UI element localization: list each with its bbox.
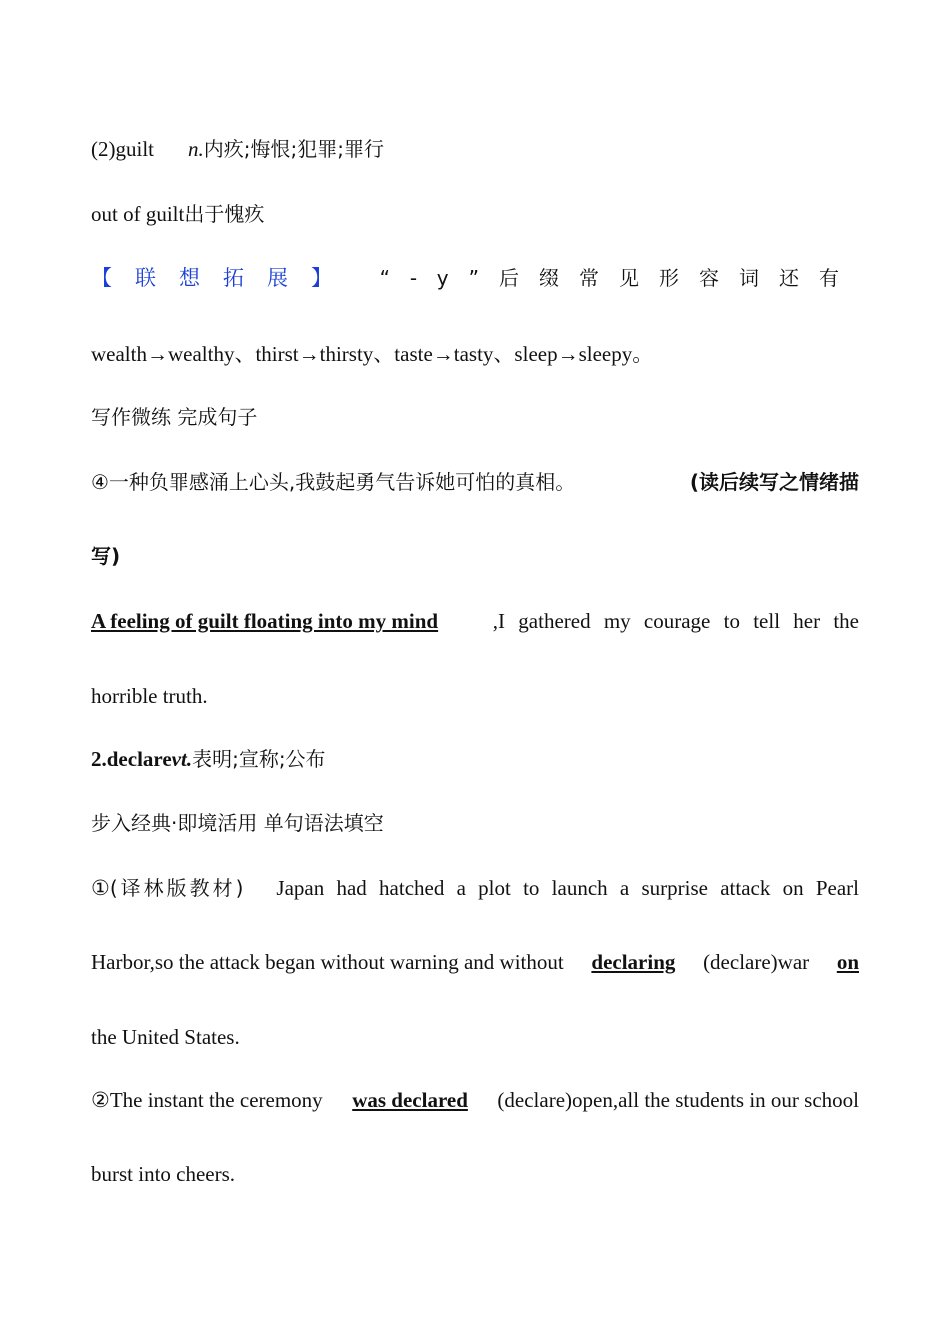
writing-answer-line	[91, 607, 859, 635]
association-line	[91, 264, 859, 292]
writing-prompt: ④一种负罪感涌上心头,我鼓起勇气告诉她可怕的真相。	[91, 470, 576, 494]
association-row	[91, 264, 859, 292]
association-examples: wealth→wealthy、thirst→thirsty、taste→tasty、sleep→sleepy。	[91, 342, 654, 366]
q2-line1	[91, 1086, 859, 1114]
writing-note-part1: (读后续写之情绪描	[689, 470, 859, 494]
writing-heading: 写作微练 完成句子	[91, 405, 258, 429]
writing-rest-line2: horrible truth.	[91, 684, 208, 708]
q1-source: (译林版教材)	[109, 876, 247, 900]
writing-prompt-line	[91, 468, 859, 496]
association-text: “-y”后缀常见形容词还有	[379, 266, 859, 290]
q1-answer1: declaring	[591, 950, 676, 974]
guilt-entry	[91, 135, 859, 163]
q2-line2: burst into cheers.	[91, 1162, 236, 1186]
phrase-meaning: 出于愧疚	[184, 202, 265, 226]
declare-meaning: 表明;宣称;公布	[192, 747, 326, 771]
writing-note-part2: 写)	[91, 544, 121, 568]
declare-heading-line	[91, 745, 859, 773]
q1-text-line2-pre: Harbor,so the attack began without warning and without	[91, 950, 564, 974]
guilt-label: (2)guilt	[91, 137, 154, 161]
declare-heading: 2.declare	[91, 747, 172, 771]
declare-section-heading: 步入经典·即境活用 单句语法填空	[91, 811, 384, 835]
writing-rest-line1: ,I gathered my courage to tell her the	[492, 609, 859, 633]
declare-pos: vt.	[171, 747, 193, 771]
guilt-meaning: 内疚;悔恨;犯罪;罪行	[203, 137, 384, 161]
q1-line2	[91, 948, 859, 976]
q2-text-post: (declare)open,all the students in our school	[497, 1088, 859, 1112]
phrase-text: out of guilt	[91, 202, 185, 226]
guilt-phrase	[91, 200, 859, 228]
q1-text-line1: Japan had hatched a plot to launch a surprise attack on Pearl	[276, 876, 859, 900]
association-tag: 【联想拓展】	[91, 266, 355, 290]
q2-number: ②	[91, 1088, 110, 1112]
q1-line1	[91, 874, 859, 902]
q1-line3: the United States.	[91, 1025, 240, 1049]
q2-answer: was declared	[352, 1088, 468, 1112]
q1-text-line2-mid: (declare)war	[703, 950, 810, 974]
q2-text-pre: The instant the ceremony	[109, 1088, 323, 1112]
q1-answer2: on	[836, 950, 859, 974]
q1-number: ①	[91, 876, 110, 900]
guilt-pos: n.	[188, 137, 204, 161]
writing-answer: A feeling of guilt floating into my mind	[91, 609, 439, 633]
